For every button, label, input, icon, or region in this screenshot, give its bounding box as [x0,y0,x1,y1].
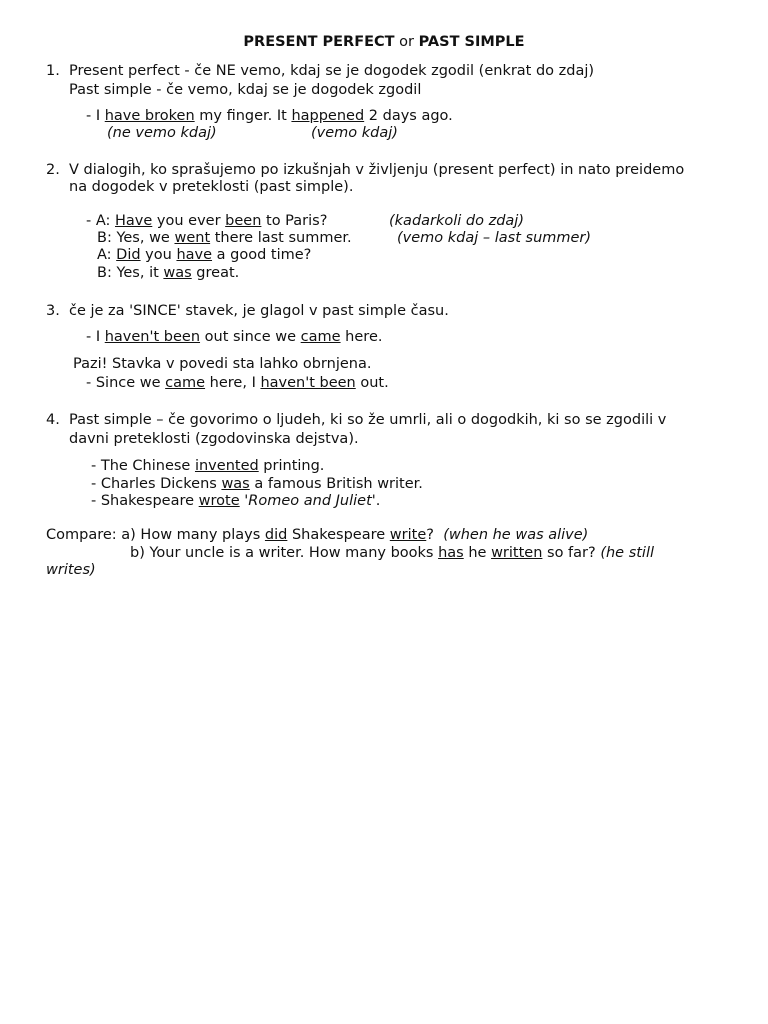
section-4-example-1: - The Chinese invented printing. [91,458,325,474]
title-or: or [394,34,419,50]
section-4-example-2: - Charles Dickens was a famous British writer. [91,476,423,492]
section-1-line-1: Present perfect - če NE vemo, kdaj se je dogodek zgodil (enkrat do zdaj) [69,63,595,79]
section-3-line-1: če je za 'SINCE' stavek, je glagol v past simple času. [69,303,449,319]
compare-line-a: Compare: a) How many plays did Shakespeare write? (when he was alive) [46,527,589,543]
compare-line-b: b) Your uncle is a writer. How many books has he written so far? (he still [130,545,655,561]
section-3-number: 3. [46,303,60,319]
section-1-example: - I have broken my finger. It happened 2 days ago. [86,108,453,124]
dialog-line-1: - A: Have you ever been to Paris? [86,213,328,229]
section-2-number: 2. [46,162,60,178]
section-2-line-2: na dogodek v preteklosti (past simple). [69,179,354,195]
dialog-line-4: B: Yes, it was great. [97,265,240,281]
section-4-line-2: davni preteklosti (zgodovinska dejstva). [69,431,359,447]
section-3-example-1: - I haven't been out since we came here. [86,329,383,345]
section-3-example-2: - Since we came here, I haven't been out. [86,375,389,391]
section-4-line-1: Past simple – če govorimo o ljudeh, ki so že umrli, ali o dogodkih, ki so se zgodili v [69,412,667,428]
section-1-note-2: (vemo kdaj) [311,125,398,141]
title-present-perfect: PRESENT PERFECT [243,34,395,50]
dialog-note-1: (kadarkoli do zdaj) [389,213,524,229]
dialog-line-2: B: Yes, we went there last summer. [97,230,352,246]
page-title [0,34,768,51]
section-3-warning: Pazi! Stavka v povedi sta lahko obrnjena. [73,356,372,372]
section-2-line-1: V dialogih, ko sprašujemo po izkušnjah v življenju (present perfect) in nato preidemo [69,162,685,178]
section-4-example-3: - Shakespeare wrote 'Romeo and Juliet'. [91,493,381,509]
title-past-simple: PAST SIMPLE [418,34,525,50]
section-1-line-2: Past simple - če vemo, kdaj se je dogodek zgodil [69,82,422,98]
section-1-number: 1. [46,63,60,79]
section-1-note-1: (ne vemo kdaj) [107,125,217,141]
dialog-line-3: A: Did you have a good time? [97,247,312,263]
section-4-number: 4. [46,412,60,428]
verb-happened: happened [291,108,365,124]
verb-have-broken: have broken [104,108,195,124]
dialog-note-2: (vemo kdaj – last summer) [397,230,592,246]
compare-line-b-continued: writes) [46,562,96,578]
